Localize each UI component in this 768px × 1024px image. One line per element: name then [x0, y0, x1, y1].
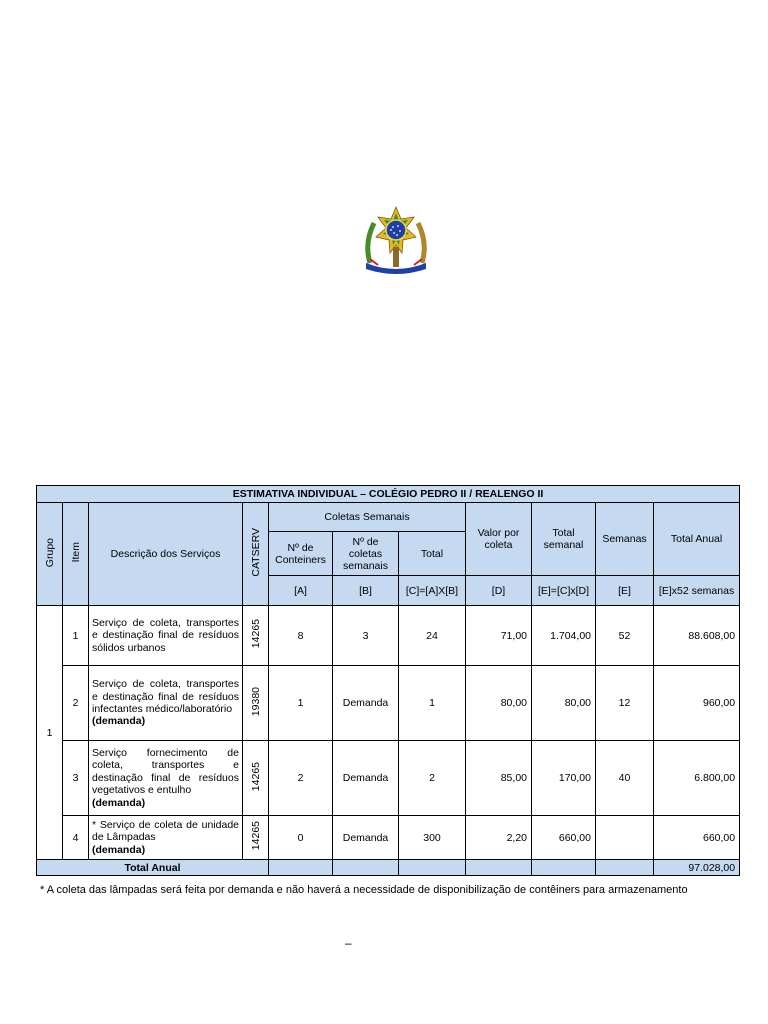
semanas-cell: 12 [596, 666, 654, 741]
formula-e: [E]=[C]x[D] [532, 576, 596, 606]
header-n-coletas: Nº de coletas semanais [333, 532, 399, 576]
anual-cell: 6.800,00 [654, 741, 740, 816]
semanal-cell: 80,00 [532, 666, 596, 741]
description-cell: Serviço fornecimento de coleta, transportes e destinação final de resíduos vegetativos e entulho (demanda) [89, 741, 243, 816]
item-cell: 2 [63, 666, 89, 741]
header-total-semanal: Total semanal [532, 503, 596, 576]
header-semanas: Semanas [596, 503, 654, 576]
formula-c: [C]=[A]X[B] [399, 576, 466, 606]
header-total: Total [399, 532, 466, 576]
semanal-cell: 1.704,00 [532, 606, 596, 666]
item-cell: 1 [63, 606, 89, 666]
semanas-cell: 40 [596, 741, 654, 816]
total-empty-cell [596, 860, 654, 876]
containers-cell: 0 [269, 816, 333, 860]
coletas-cell: Demanda [333, 666, 399, 741]
valor-cell: 71,00 [466, 606, 532, 666]
table-title: ESTIMATIVA INDIVIDUAL – COLÉGIO PEDRO II / REALENGO II [37, 486, 740, 503]
containers-cell: 8 [269, 606, 333, 666]
total-cell: 300 [399, 816, 466, 860]
header-catserv: CATSERV [243, 503, 269, 606]
total-cell: 24 [399, 606, 466, 666]
catserv-cell: 14265 [243, 606, 269, 666]
estimate-table [36, 485, 740, 876]
anual-cell: 660,00 [654, 816, 740, 860]
formula-semanas: [E] [596, 576, 654, 606]
header-item: Item [63, 503, 89, 606]
total-empty-cell [399, 860, 466, 876]
header-grupo: Grupo [37, 503, 63, 606]
semanas-cell: 52 [596, 606, 654, 666]
total-cell: 2 [399, 741, 466, 816]
valor-cell: 2,20 [466, 816, 532, 860]
header-descricao: Descrição dos Serviços [89, 503, 243, 606]
table-row [37, 666, 740, 741]
coletas-cell: Demanda [333, 816, 399, 860]
table-row [37, 741, 740, 816]
footnote: * A coleta das lâmpadas será feita por demanda e não haverá a necessidade de disponibilização de contêiners para armazenamento [40, 884, 688, 896]
grupo-cell: 1 [37, 606, 63, 860]
header-n-conteiners: Nº de Conteiners [269, 532, 333, 576]
formula-a: [A] [269, 576, 333, 606]
containers-cell: 1 [269, 666, 333, 741]
total-empty-cell [532, 860, 596, 876]
header-coletas-semanais: Coletas Semanais [269, 503, 466, 532]
description-cell: Serviço de coleta, transportes e destinação final de resíduos sólidos urbanos [89, 606, 243, 666]
formula-anual: [E]x52 semanas [654, 576, 740, 606]
semanas-cell [596, 816, 654, 860]
description-cell: * Serviço de coleta de unidade de Lâmpadas (demanda) [89, 816, 243, 860]
page-mark: – [345, 936, 352, 950]
semanal-cell: 660,00 [532, 816, 596, 860]
catserv-cell: 14265 [243, 741, 269, 816]
coletas-cell: 3 [333, 606, 399, 666]
total-empty-cell [269, 860, 333, 876]
catserv-cell: 19380 [243, 666, 269, 741]
containers-cell: 2 [269, 741, 333, 816]
valor-cell: 80,00 [466, 666, 532, 741]
formula-b: [B] [333, 576, 399, 606]
total-cell: 1 [399, 666, 466, 741]
total-anual-label: Total Anual [37, 860, 269, 876]
catserv-cell: 14265 [243, 816, 269, 860]
valor-cell: 85,00 [466, 741, 532, 816]
estimate-table-wrapper [36, 485, 739, 876]
total-row [37, 860, 740, 876]
item-cell: 4 [63, 816, 89, 860]
header-valor-por-coleta: Valor por coleta [466, 503, 532, 576]
description-cell: Serviço de coleta, transportes e destinação final de resíduos infectantes médico/laboratório (demanda) [89, 666, 243, 741]
table-row [37, 606, 740, 666]
brazil-coat-of-arms-emblem [360, 203, 432, 279]
total-empty-cell [333, 860, 399, 876]
total-empty-cell [466, 860, 532, 876]
coletas-cell: Demanda [333, 741, 399, 816]
semanal-cell: 170,00 [532, 741, 596, 816]
total-anual-value: 97.028,00 [654, 860, 740, 876]
anual-cell: 88.608,00 [654, 606, 740, 666]
formula-d: [D] [466, 576, 532, 606]
anual-cell: 960,00 [654, 666, 740, 741]
table-row [37, 816, 740, 860]
item-cell: 3 [63, 741, 89, 816]
header-total-anual: Total Anual [654, 503, 740, 576]
